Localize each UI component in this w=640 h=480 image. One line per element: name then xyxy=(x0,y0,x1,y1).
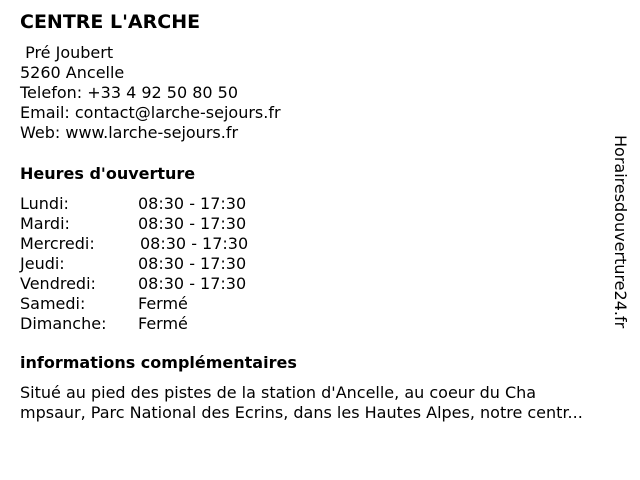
hours-row-vendredi xyxy=(20,274,320,294)
time-value: 08:30 - 17:30 xyxy=(138,214,247,233)
hours-row-dimanche xyxy=(20,314,320,334)
contact-block xyxy=(20,43,281,143)
business-name: CENTRE L'ARCHE xyxy=(20,11,201,33)
email-line: Email: contact@larche-sejours.fr xyxy=(20,103,281,122)
time-value: 08:30 - 17:30 xyxy=(138,194,247,213)
time-value: Fermé xyxy=(138,314,188,333)
info-line: mpsaur, Parc National des Ecrins, dans les Hautes Alpes, notre centr... xyxy=(20,403,583,422)
info-line: Situé au pied des pistes de la station d'Ancelle, au coeur du Cha xyxy=(20,383,537,402)
day-label: Mardi: xyxy=(20,214,70,233)
day-label: Vendredi: xyxy=(20,274,96,293)
hours-row-mercredi xyxy=(20,234,320,254)
day-label: Jeudi: xyxy=(20,254,65,273)
hours-row-mardi xyxy=(20,214,320,234)
site-watermark: Horairesdouverture24.fr xyxy=(611,135,630,329)
city-line: 5260 Ancelle xyxy=(20,63,125,82)
website-line: Web: www.larche-sejours.fr xyxy=(20,123,239,142)
day-label: Lundi: xyxy=(20,194,69,213)
info-heading: informations complémentaires xyxy=(20,353,297,372)
day-label: Samedi: xyxy=(20,294,86,313)
info-text xyxy=(20,383,632,423)
street-line: Pré Joubert xyxy=(20,43,114,62)
hours-row-lundi xyxy=(20,194,320,214)
day-label: Dimanche: xyxy=(20,314,107,333)
hours-heading: Heures d'ouverture xyxy=(20,164,196,183)
time-value: 08:30 - 17:30 xyxy=(138,274,247,293)
time-value: 08:30 - 17:30 xyxy=(138,254,247,273)
hours-row-jeudi xyxy=(20,254,320,274)
day-label: Mercredi: xyxy=(20,234,95,253)
phone-line: Telefon: +33 4 92 50 80 50 xyxy=(20,83,239,102)
time-value: Fermé xyxy=(138,294,188,313)
hours-row-samedi xyxy=(20,294,320,314)
hours-table xyxy=(20,194,320,334)
time-value: 08:30 - 17:30 xyxy=(140,234,249,253)
